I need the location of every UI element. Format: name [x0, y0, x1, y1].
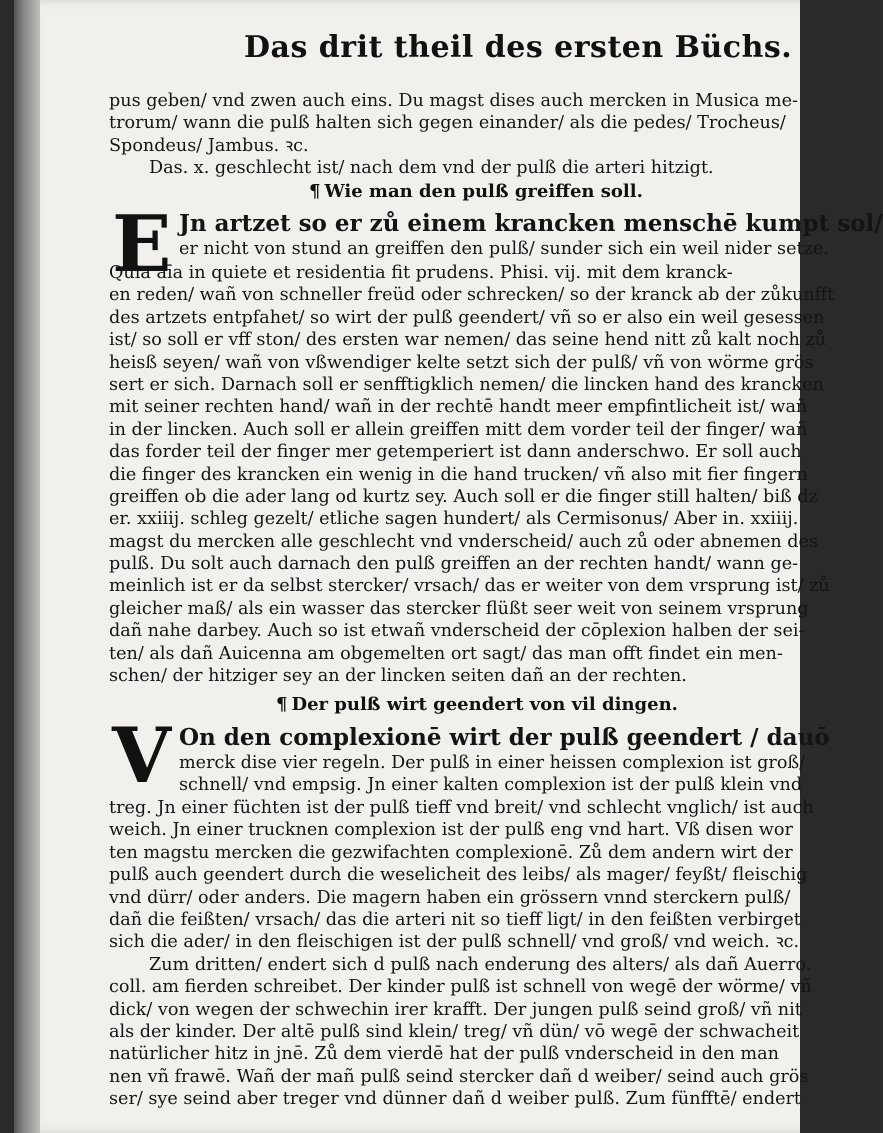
- text-line: heisß seyen/ wañ von vßwendiger kelte setzt sich der pulß/ vñ von wörme grös: [109, 352, 814, 373]
- text-line: schen/ der hitziger sey an der lincken seiten dañ an der rechten.: [109, 666, 687, 687]
- text-line: mit seiner rechten hand/ wañ in der rechtē handt meer empfintlicheit ist/ wañ: [109, 397, 808, 418]
- book-page: [14, 0, 883, 1133]
- text-line: nen vñ frawē. Wañ der mañ pulß seind stercker dañ d weiber/ seind auch grös: [109, 1066, 809, 1087]
- decorated-initial-v: V: [112, 711, 171, 800]
- text-line: dañ nahe darbey. Auch so ist etwañ vnderscheid der cōplexion halben der sei-: [109, 621, 805, 642]
- text-line: meinlich ist er da selbst stercker/ vrsach/ das er weiter von dem vrsprung ist/ zů: [109, 576, 830, 597]
- running-header: Das drit theil des ersten Büchs.: [244, 30, 793, 65]
- text-line: ser/ sye seind aber treger vnd dünner dañ d weiber pulß. Zum fünfftē/ endert: [109, 1089, 801, 1110]
- section1-paragraph: [109, 262, 835, 687]
- section1-first-line: [179, 210, 883, 238]
- text-line: er nicht von stund an greiffen den pulß/ sunder sich ein weil nider setze.: [179, 239, 829, 259]
- text-line: trorum/ wann die pulß halten sich gegen einander/ als die pedes/ Trocheus/: [109, 113, 786, 134]
- text-line: ten/ als dañ Auicenna am obgemelten ort sagt/ das man offt findet ein men-: [109, 643, 783, 664]
- text-line: des artzets entpfahet/ so wirt der pulß geendert/ vñ so er also ein weil gesessen: [109, 307, 825, 328]
- text-line: en reden/ wañ von schneller freüd oder schrecken/ so der kranck ab der zůkunfft: [109, 285, 835, 306]
- text-line: das forder teil der finger mer getemperiert ist dann anderschwo. Er soll auch: [109, 442, 802, 463]
- pilcrow-icon: ¶: [276, 694, 288, 715]
- text-line: greiffen ob die ader lang od kurtz sey. Auch soll er die finger still halten/ biß dz: [109, 486, 818, 507]
- text-line: Zum dritten/ endert sich d pulß nach enderung des alters/ als dañ Auerro.: [149, 954, 812, 975]
- text-line: die finger des krancken ein wenig in die hand trucken/ vñ also mit fier fingern: [109, 464, 808, 485]
- text-line: ist/ so soll er vff ston/ des ersten war nemen/ das seine hend nitt zů kalt noch zů: [109, 330, 827, 351]
- text-line: pulß. Du solt auch darnach den pulß greiffen an der rechten handt/ wann ge-: [109, 554, 799, 575]
- text-line: magst du mercken alle geschlecht vnd vnderscheid/ auch zů oder abnemen des: [109, 531, 818, 552]
- section1-wrap-lines: [179, 238, 829, 260]
- section-heading-pulse-taking: [309, 181, 643, 202]
- text-line: On den complexionē wirt der pulß geendert / dauō: [179, 724, 830, 751]
- text-line: pulß auch geendert durch die weselicheit des leibs/ als mager/ feyßt/ fleischig: [109, 865, 808, 886]
- text-line: Das. x. geschlecht ist/ nach dem vnd der pulß die arteri hitzigt.: [149, 158, 714, 179]
- text-line: Jn artzet so er zů einem krancken menschē kumpt sol/: [179, 210, 883, 237]
- intro-paragraph: [109, 90, 799, 180]
- section-heading-pulse-changes: [276, 694, 678, 715]
- text-line: gleicher maß/ als ein wasser das stercker flüßt seer weit von seinem vrsprung: [109, 598, 809, 619]
- text-line: in der lincken. Auch soll er allein greiffen mitt dem vorder teil der finger/ wañ: [109, 419, 808, 440]
- text-line: schnell/ vnd empsig. Jn einer kalten complexion ist der pulß klein vnd: [179, 775, 803, 796]
- section2-wrap-lines: [179, 752, 806, 797]
- text-line: Spondeus/ Jambus. ꝛc.: [109, 135, 309, 156]
- section-heading-text: Wie man den pulß greiffen soll.: [324, 181, 643, 202]
- section-heading-text: Der pulß wirt geendert von vil dingen.: [291, 694, 678, 715]
- decorated-initial-e: E: [112, 199, 172, 290]
- text-line: treg. Jn einer füchten ist der pulß tieff vnd breit/ vnd schlecht vnglich/ ist auch: [109, 798, 814, 818]
- book-gutter: [14, 0, 40, 1133]
- section2-paragraph: [109, 797, 814, 1110]
- text-line: er. xxiiij. schleg gezelt/ etliche sagen hundert/ als Cermisonus/ Aber in. xxiiij.: [109, 509, 799, 530]
- text-line: dañ die feißten/ vrsach/ das die arteri nit so tieff ligt/ in den feißten verbirget: [109, 909, 801, 930]
- text-line: ten magstu mercken die gezwifachten complexionē. Zů dem andern wirt der: [109, 842, 793, 863]
- pilcrow-icon: ¶: [309, 181, 321, 202]
- text-line: weich. Jn einer trucknen complexion ist der pulß eng vnd hart. Vß disen wor: [109, 820, 793, 841]
- text-line: sert er sich. Darnach soll er senfftigklich nemen/ die lincken hand des krancken: [109, 374, 824, 395]
- text-line: vnd dürr/ oder anders. Die magern haben ein grössern vnnd sterckern pulß/: [109, 887, 791, 908]
- text-line: sich die ader/ in den fleischigen ist der pulß schnell/ vnd groß/ vnd weich. ꝛc.: [109, 932, 800, 953]
- text-line: merck dise vier regeln. Der pulß in einer heissen complexion ist groß/: [179, 753, 806, 773]
- text-line: Quia aīa in quiete et residentia fit prudens. Phisi. vij. mit dem kranck-: [109, 263, 733, 283]
- text-line: als der kinder. Der altē pulß sind klein/ treg/ vñ dün/ vō wegē der schwacheit: [109, 1021, 800, 1042]
- text-line: natürlicher hitz in jnē. Zů dem vierdē hat der pulß vnderscheid in den man: [109, 1044, 779, 1065]
- text-line: pus geben/ vnd zwen auch eins. Du magst dises auch mercken in Musica me-: [109, 91, 798, 111]
- section2-first-line: [179, 724, 830, 752]
- text-line: coll. am fierden schreibet. Der kinder pulß ist schnell von wegē der wörme/ vñ: [109, 977, 812, 998]
- text-line: dick/ von wegen der schwechin irer krafft. Der jungen pulß seind groß/ vñ nit: [109, 999, 802, 1020]
